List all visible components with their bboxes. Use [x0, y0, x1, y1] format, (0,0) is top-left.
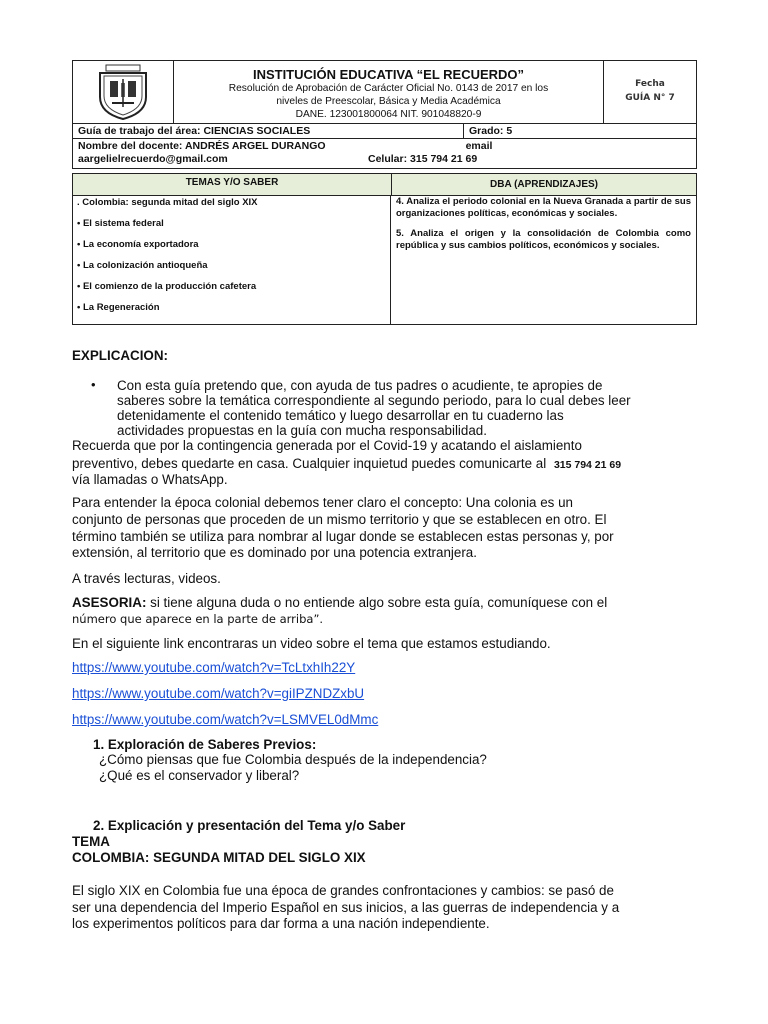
teacher-line — [78, 140, 696, 153]
dane-line: DANE. 123001800064 NIT. 901048820-9 — [295, 109, 482, 120]
topics-header — [73, 174, 696, 196]
school-logo-cell — [73, 61, 174, 123]
question-item: ¿Cómo piensas que fue Colombia después de la independencia? — [99, 752, 487, 767]
date-guide-cell — [604, 61, 696, 123]
bullet-line: Con esta guía pretendo que, con ayuda de tus padres o acudiente, te apropies de — [117, 378, 603, 393]
topics-list — [73, 196, 391, 325]
topics-table — [72, 173, 697, 325]
teacher-phone: Celular: 315 794 21 69 — [368, 153, 478, 165]
asesoria-label: ASESORIA: — [72, 595, 147, 610]
topic-item: • El comienzo de la producción cafetera — [77, 281, 257, 292]
area-grade-row — [72, 124, 697, 139]
covid-phone: 315 794 21 69 — [553, 459, 622, 471]
tema-label: TEMA — [72, 834, 110, 849]
institution-info — [174, 61, 604, 123]
teacher-row — [72, 139, 697, 169]
contact-line — [78, 153, 696, 166]
topics-body — [73, 196, 696, 325]
area-label: Guía de trabajo del área: CIENCIAS SOCIALES — [73, 124, 464, 138]
paragraph-line: los experimentos políticos para dar forma a una nación independiente. — [72, 916, 490, 931]
asesoria-line — [72, 595, 607, 611]
dba-item: 5. Analiza el origen y la consolidación de Colombia como república y sus cambios políticos, económicos y sociales. — [396, 228, 691, 251]
covid-line: vía llamadas o WhatsApp. — [72, 472, 228, 487]
tema-title: COLOMBIA: SEGUNDA MITAD DEL SIGLO XIX — [72, 850, 366, 865]
asesoria-text: si tiene alguna duda o no entiende algo sobre esta guía, comuníquese con el — [146, 595, 608, 610]
teacher-email: aargelielrecuerdo@gmail.com — [78, 153, 228, 165]
colonia-line: Para entender la época colonial debemos tener claro el concepto: Una colonia es un — [72, 495, 573, 510]
email-label: email — [465, 140, 493, 152]
section1-heading: 1. Exploración de Saberes Previos: — [93, 737, 317, 752]
topic-item: . Colombia: segunda mitad del siglo XIX — [77, 197, 258, 208]
paragraph-line: El siglo XIX en Colombia fue una época de grandes confrontaciones y cambios: se pasó de — [72, 883, 614, 898]
covid-line — [72, 456, 621, 474]
youtube-link[interactable]: https://www.youtube.com/watch?v=LSMVEL0dMmc — [72, 712, 379, 727]
school-crest-icon — [92, 63, 154, 121]
date-label: Fecha — [635, 79, 665, 89]
topics-column-header: TEMAS Y/O SABER — [73, 174, 392, 195]
lecturas-line: A través lecturas, videos. — [72, 571, 221, 586]
header-table — [72, 60, 697, 124]
colonia-line: conjunto de personas que proceden de un mismo territorio y que se establecen en otro. El — [72, 512, 607, 527]
bullet-line: saberes sobre la temática correspondiente al segundo periodo, para lo cual debes leer — [117, 393, 631, 408]
link-intro: En el siguiente link encontraras un video sobre el tema que estamos estudiando. — [72, 636, 551, 651]
dba-item: 4. Analiza el periodo colonial en la Nueva Granada a partir de sus organizaciones políticas, económicas y sociales. — [396, 196, 691, 219]
youtube-link[interactable]: https://www.youtube.com/watch?v=giIPZNDZxbU — [72, 686, 365, 701]
covid-text: preventivo, debes quedarte en casa. Cualquier inquietud puedes comunicarte al — [72, 456, 547, 471]
institution-name: INSTITUCIÓN EDUCATIVA “EL RECUERDO” — [252, 67, 525, 82]
guide-number: GUÍA N° 7 — [625, 93, 675, 103]
asesoria-line2: número que aparece en la parte de arriba”. — [72, 612, 324, 626]
topic-item: • La colonización antioqueña — [77, 260, 208, 271]
dba-list — [391, 196, 696, 325]
paragraph-line: ser una dependencia del Imperio Español en sus inicios, a las guerras de independencia y a — [72, 900, 620, 915]
bullet-line: detenidamente el contenido temático y luego desarrollar en tu cuaderno las — [117, 408, 564, 423]
question-item: ¿Qué es el conservador y liberal? — [99, 768, 300, 783]
resolution-line: Resolución de Aprobación de Carácter Oficial No. 0143 de 2017 en los — [228, 83, 549, 94]
levels-line: niveles de Preescolar, Básica y Media Académica — [276, 96, 501, 107]
colonia-line: extensión, al territorio que es dominado por una potencia extranjera. — [72, 545, 477, 560]
bullet-icon: • — [91, 377, 96, 392]
topic-item: • La Regeneración — [77, 302, 160, 313]
dba-column-header: DBA (APRENDIZAJES) — [490, 179, 598, 190]
topic-item: • El sistema federal — [77, 218, 164, 229]
section2-heading: 2. Explicación y presentación del Tema y/o Saber — [93, 818, 406, 833]
topic-item: • La economía exportadora — [77, 239, 199, 250]
covid-line: Recuerda que por la contingencia generada por el Covid-19 y acatando el aislamiento — [72, 438, 582, 453]
colonia-line: término también se utiliza para nombrar al lugar donde se establecen estas personas y, por — [72, 529, 614, 544]
teacher-name: Nombre del docente: ANDRÉS ARGEL DURANGO — [78, 140, 326, 152]
youtube-link[interactable]: https://www.youtube.com/watch?v=TcLtxhIh22Y — [72, 660, 356, 675]
explicacion-heading: EXPLICACION: — [72, 348, 168, 363]
grade-label: Grado: 5 — [469, 125, 513, 137]
bullet-line: actividades propuestas en la guía con mucha responsabilidad. — [117, 423, 487, 438]
